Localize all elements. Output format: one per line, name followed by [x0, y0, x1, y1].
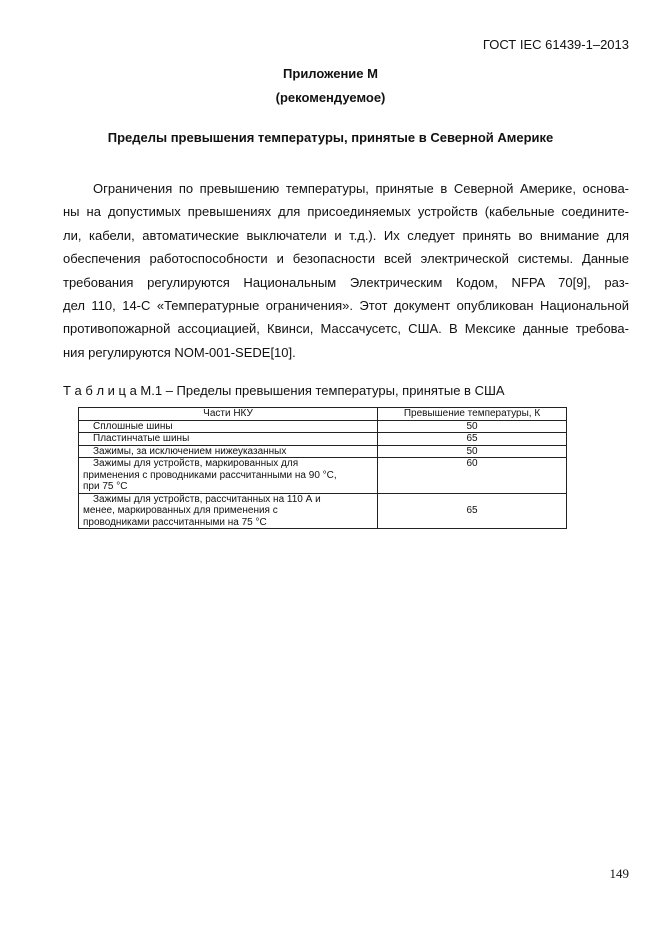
table-header-row	[79, 408, 567, 421]
paragraph-line: ны на допустимых превышениях для присоединяемых устройств (кабельные соедините-	[63, 204, 629, 220]
table-cell-value: 65	[378, 493, 567, 529]
table-row	[79, 493, 567, 529]
table-caption: Т а б л и ц а М.1 – Пределы превышения температуры, принятые в США	[63, 383, 505, 398]
column-header-temperature: Превышение температуры, К	[378, 408, 567, 421]
column-header-parts: Части НКУ	[79, 408, 378, 421]
table-cell-part	[79, 458, 378, 494]
table-row	[79, 445, 567, 458]
paragraph-line: ли, кабели, автоматические выключатели и т.д.). Их следует принять во внимание для	[63, 227, 629, 243]
table-cell-part	[79, 493, 378, 529]
table-row	[79, 420, 567, 433]
table-cell-part	[79, 420, 378, 433]
table-cell-value: 50	[378, 445, 567, 458]
appendix-heading	[0, 62, 661, 110]
table-row	[79, 433, 567, 446]
part-line: Пластинчатые шины	[93, 433, 190, 444]
table-cell-part	[79, 445, 378, 458]
part-line: при 75 °С	[83, 481, 128, 492]
paragraph-line: обеспечения работоспособности и безопасности всей электрической системы. Данные	[63, 251, 629, 267]
part-line: применения с проводниками рассчитанными на 90 °С,	[83, 469, 337, 481]
appendix-title: Приложение М	[283, 66, 378, 81]
part-line: Зажимы для устройств, рассчитанных на 110 А и	[93, 493, 321, 505]
standard-designation: ГОСТ IEC 61439-1–2013	[482, 37, 629, 52]
appendix-status: (рекомендуемое)	[275, 90, 386, 105]
table-cell-value: 65	[378, 433, 567, 446]
table-cell-part	[79, 433, 378, 446]
part-line: проводниками рассчитанными на 75 °С	[83, 516, 267, 528]
part-line: Зажимы, за исключением нижеуказанных	[93, 445, 287, 457]
part-line: Зажимы для устройств, маркированных для	[93, 458, 299, 469]
table-cell-value: 50	[378, 420, 567, 433]
paragraph-line: требования регулируются Национальным Электрическим Кодом, NFPA 70[9], раз-	[63, 274, 629, 290]
page-number: 149	[609, 866, 629, 881]
temperature-limits-table	[78, 407, 567, 529]
table-row	[79, 458, 567, 494]
table-cell-value: 60	[378, 458, 567, 494]
part-line: Сплошные шины	[93, 420, 173, 432]
body-paragraph	[63, 177, 629, 364]
paragraph-line: Ограничения по превышению температуры, принятые в Северной Америке, основа-	[93, 181, 629, 196]
paragraph-line: ния регулируются NOM-001-SEDE[10].	[63, 344, 296, 360]
section-title: Пределы превышения температуры, принятые в Северной Америке	[107, 130, 554, 145]
paragraph-line: противопожарной ассоциацией, Квинси, Массачусетс, США. В Мексике данные требова-	[63, 321, 629, 337]
part-line: менее, маркированных для применения с	[83, 505, 278, 516]
paragraph-line: дел 110, 14-С «Температурные ограничения». Этот документ опубликован Национальной	[63, 298, 629, 314]
